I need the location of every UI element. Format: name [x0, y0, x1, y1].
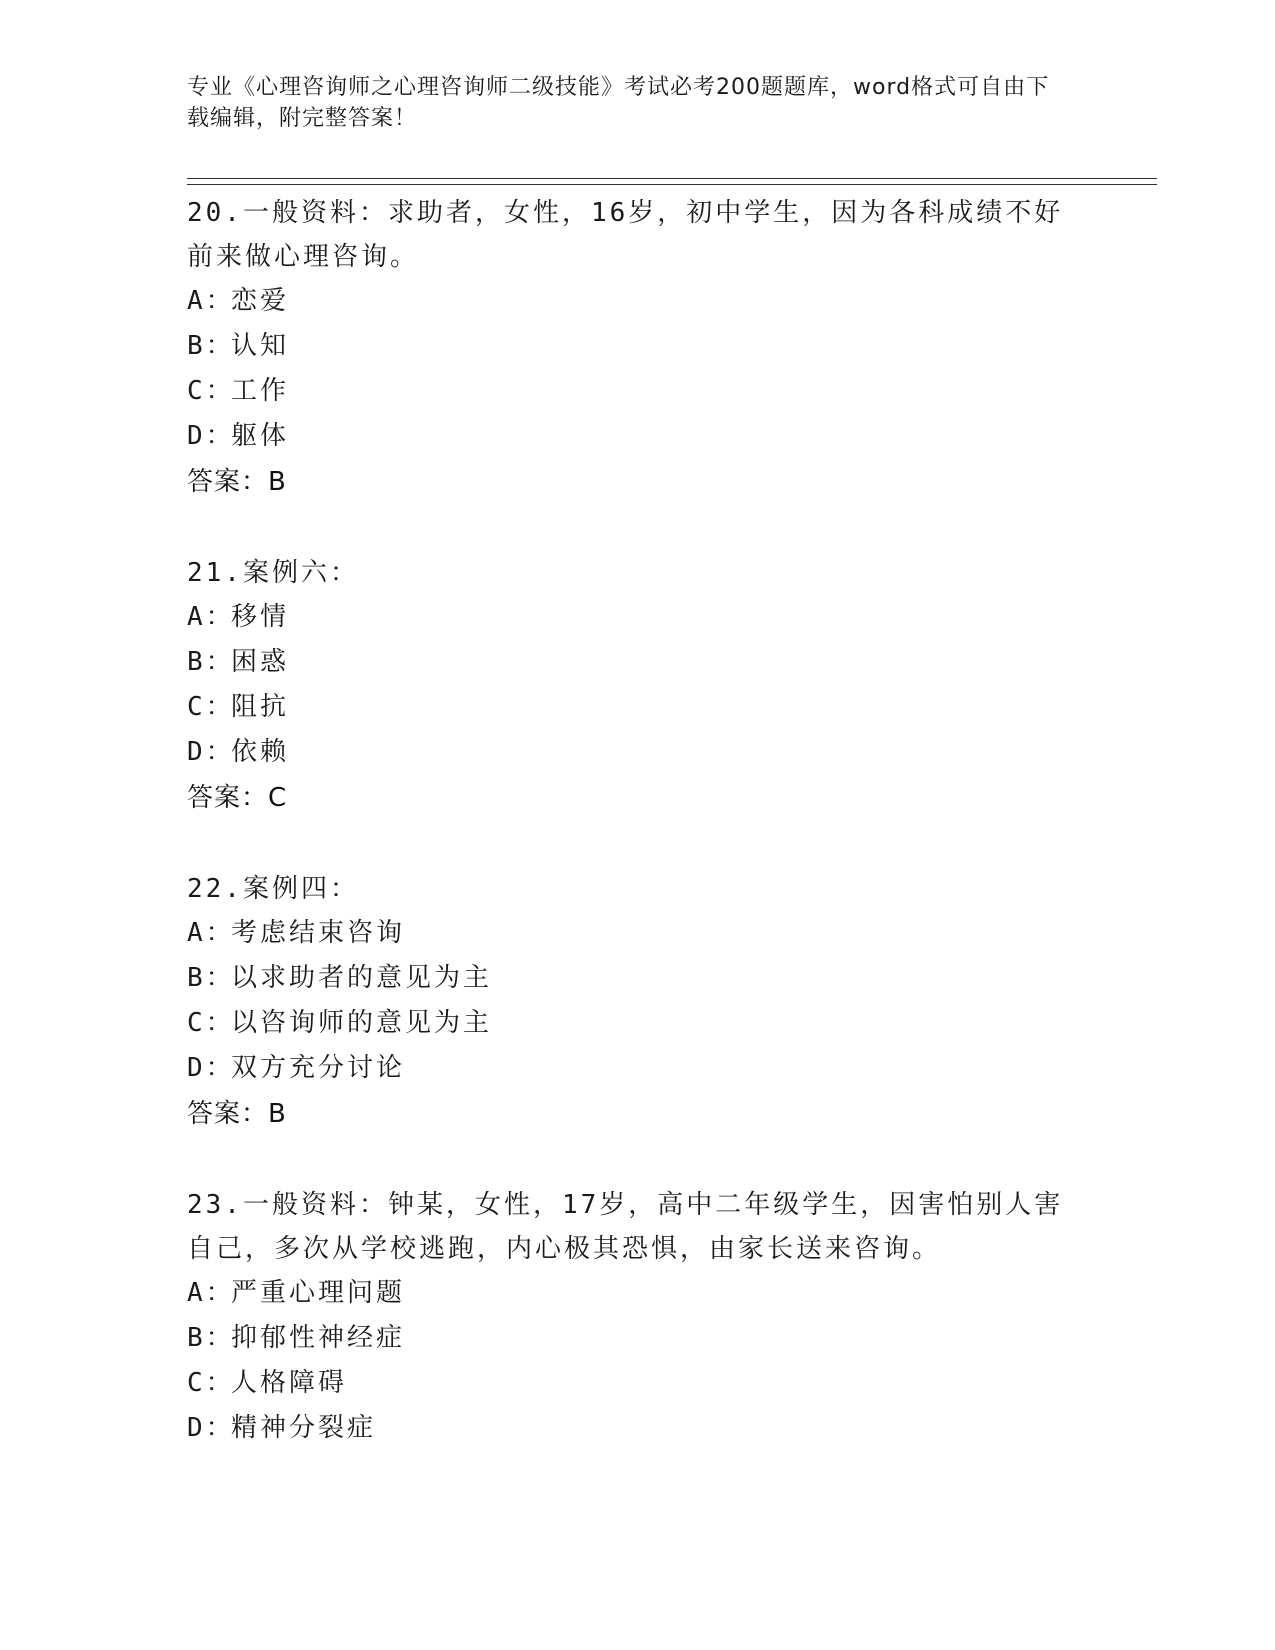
option-text: 以求助者的意见为主	[231, 963, 493, 993]
option-letter: D：	[187, 1413, 235, 1443]
option-letter: A：	[187, 602, 235, 632]
option-letter: C：	[187, 376, 235, 406]
option-d	[187, 1046, 1087, 1091]
option-text: 精神分裂症	[231, 1413, 377, 1443]
option-b	[187, 956, 1087, 1001]
option-c	[187, 1001, 1087, 1046]
option-text: 躯体	[231, 421, 290, 451]
question-22	[187, 867, 1087, 1137]
option-letter: B：	[187, 647, 235, 677]
option-d	[187, 414, 1087, 459]
option-text: 工作	[231, 376, 290, 406]
option-letter: A：	[187, 1278, 235, 1308]
option-letter: A：	[187, 286, 235, 316]
header-double-rule	[187, 178, 1157, 185]
question-20	[187, 191, 1087, 505]
option-letter: C：	[187, 692, 235, 722]
option-d	[187, 730, 1087, 775]
option-b	[187, 324, 1087, 369]
option-c	[187, 685, 1087, 730]
option-d	[187, 1406, 1087, 1451]
option-letter: B：	[187, 963, 235, 993]
question-stem: 23.一般资料：钟某，女性，17岁，高中二年级学生，因害怕别人害自己，多次从学校逃跑，内心极其恐惧，由家长送来咨询。	[187, 1190, 1064, 1264]
option-c	[187, 1361, 1087, 1406]
document-header: 专业《心理咨询师之心理咨询师二级技能》考试必考200题题库，word格式可自由下载编辑，附完整答案！	[187, 75, 1050, 131]
option-text: 移情	[231, 602, 290, 632]
option-text: 认知	[231, 331, 290, 361]
option-text: 人格障碍	[231, 1368, 348, 1398]
option-a	[187, 279, 1087, 324]
option-letter: C：	[187, 1008, 235, 1038]
question-21	[187, 551, 1087, 821]
question-list	[187, 191, 1087, 1497]
question-stem: 22.案例四：	[187, 874, 359, 904]
option-b	[187, 1316, 1087, 1361]
option-text: 依赖	[231, 737, 290, 767]
question-stem: 21.案例六：	[187, 558, 359, 588]
option-text: 双方充分讨论	[231, 1053, 406, 1083]
option-text: 考虑结束咨询	[231, 918, 406, 948]
option-b	[187, 640, 1087, 685]
option-text: 以咨询师的意见为主	[231, 1008, 493, 1038]
option-letter: C：	[187, 1368, 235, 1398]
answer-line: 答案：B	[187, 467, 287, 497]
option-a	[187, 1271, 1087, 1316]
option-letter: B：	[187, 1323, 235, 1353]
option-letter: B：	[187, 331, 235, 361]
option-letter: D：	[187, 421, 235, 451]
option-a	[187, 595, 1087, 640]
option-text: 阻抗	[231, 692, 290, 722]
option-letter: D：	[187, 1053, 235, 1083]
option-text: 恋爱	[231, 286, 290, 316]
option-letter: A：	[187, 918, 235, 948]
answer-line: 答案：B	[187, 1099, 287, 1129]
option-a	[187, 911, 1087, 956]
option-letter: D：	[187, 737, 235, 767]
option-text: 严重心理问题	[231, 1278, 406, 1308]
answer-line: 答案：C	[187, 783, 288, 813]
question-stem: 20.一般资料：求助者，女性，16岁，初中学生，因为各科成绩不好前来做心理咨询。	[187, 198, 1064, 272]
question-23	[187, 1183, 1087, 1451]
option-text: 困惑	[231, 647, 290, 677]
option-text: 抑郁性神经症	[231, 1323, 406, 1353]
option-c	[187, 369, 1087, 414]
